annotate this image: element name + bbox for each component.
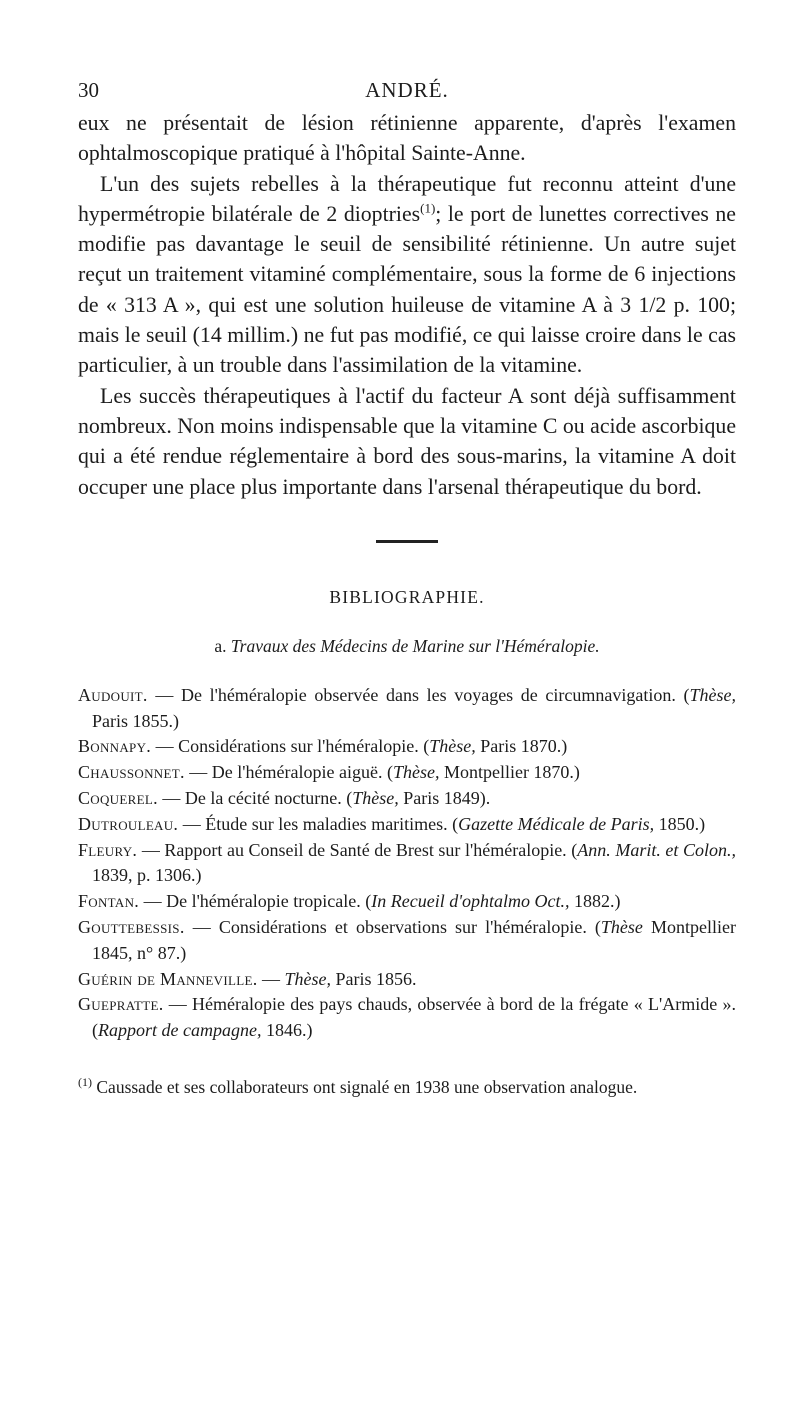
- entry-italic: Thèse,: [352, 788, 399, 809]
- paragraph-2-part-2: ; le port de lunettes correctives ne modifie pas davantage le seuil de sensibilité rétinienne. Un autre sujet reçut un traitement vitaminé complémentaire, sous la forme de 6 injections de « 313 A », qui est une solution huileuse de vitamine A à 3 1/2 p. 100; mais le seuil (14 millim.) ne fut pas modifié, ce qui laisse croire dans le cas particulier, à un trouble dans l'assimilation de la vitamine.: [78, 201, 736, 378]
- running-head-author: ANDRÉ.: [365, 78, 449, 102]
- footnote-text: Caussade et ses collaborateurs ont signalé en 1938 une observation analogue.: [92, 1077, 638, 1098]
- entry-text: — Rapport au Conseil de Santé de Brest sur l'héméralopie. (: [137, 839, 578, 860]
- entry-italic: In Recueil d'ophtalmo Oct.,: [371, 891, 570, 912]
- bibliography-subtitle-prefix: a.: [214, 635, 227, 656]
- entry-italic: Thèse,: [689, 684, 736, 705]
- bibliography-entry: [78, 889, 736, 915]
- entry-text-end: Paris 1870.): [475, 736, 568, 757]
- entry-author: Coquerel.: [78, 788, 158, 809]
- entry-text: —: [257, 968, 285, 989]
- paragraph-2-part-1: L'un des sujets rebelles à la thérapeutique fut reconnu atteint d'une hypermétropie bilatérale de 2 dioptries: [78, 171, 736, 226]
- entry-text-end: Montpellier 1870.): [439, 762, 580, 783]
- paragraph-3: [78, 381, 736, 502]
- entry-author: Guepratte.: [78, 994, 164, 1015]
- entry-text-end: 1850.): [654, 813, 706, 834]
- entry-author: Fontan.: [78, 891, 140, 912]
- bibliography-subtitle-text: Travaux des Médecins de Marine sur l'Héméralopie.: [230, 635, 600, 656]
- bibliography-entry: [78, 786, 736, 812]
- entry-author: Audouit.: [78, 684, 148, 705]
- entry-italic: Gazette Médicale de Paris,: [458, 813, 655, 834]
- entry-text-end: Montpellier 1845, n° 87.): [92, 917, 736, 963]
- entry-text-end: Paris 1849).: [398, 788, 491, 809]
- paragraph-3-text: Les succès thérapeutiques à l'actif du facteur A sont déjà suffisamment nombreux. Non moins indispensable que la vitamine C ou acide ascorbique qui a été rendue réglementaire à bord des sous-marins, la vitamine A doit occuper une place plus importante dans l'arsenal thérapeutique du bord.: [78, 383, 736, 499]
- entry-text-end: 1846.): [261, 1020, 313, 1041]
- entry-text: — Considérations et observations sur l'héméralopie. (: [184, 917, 601, 938]
- bibliography-entry: [78, 915, 736, 967]
- entry-author: Dutrouleau.: [78, 813, 179, 834]
- entry-text-end: Paris 1856.: [331, 968, 417, 989]
- entry-text: — De la cécité nocturne. (: [157, 788, 353, 809]
- entry-text-end: Paris 1855.): [92, 710, 179, 731]
- entry-text: — De l'héméralopie observée dans les voyages de circumnavigation. (: [147, 684, 690, 705]
- bibliography-entry: [78, 760, 736, 786]
- entry-author: Guérin de Manneville.: [78, 968, 258, 989]
- entry-italic: Rapport de campagne,: [98, 1020, 262, 1041]
- entry-italic: Thèse: [600, 917, 643, 938]
- footnote: [78, 1074, 736, 1100]
- entry-text: — De l'héméralopie tropicale. (: [139, 891, 372, 912]
- paragraph-2: [78, 169, 736, 381]
- footnote-reference: (1): [420, 200, 436, 216]
- entry-author: Chaussonnet.: [78, 762, 185, 783]
- entry-text-end: 1839, p. 1306.): [92, 865, 202, 886]
- book-page: [78, 78, 736, 1100]
- running-head: [78, 78, 736, 108]
- bibliography-entry: [78, 683, 736, 735]
- footnote-marker: (1): [78, 1075, 92, 1090]
- page-number: 30: [78, 78, 99, 102]
- bibliography-title: BIBLIOGRAPHIE.: [329, 586, 485, 607]
- entry-text-end: 1882.): [569, 891, 621, 912]
- bibliography-entry: [78, 967, 736, 993]
- entry-text: — Considérations sur l'héméralopie. (: [151, 736, 430, 757]
- entry-text: — Étude sur les maladies maritimes. (: [178, 813, 459, 834]
- bibliography-entry: [78, 838, 736, 890]
- bibliography-subtitle: [78, 636, 736, 657]
- bibliography-entry: [78, 734, 736, 760]
- bibliography-entry: [78, 812, 736, 838]
- paragraph-1: eux ne présentait de lésion rétinienne apparente, d'après l'examen ophtalmoscopique pratiqué à l'hôpital Sainte-Anne.: [78, 111, 736, 166]
- section-divider: [376, 540, 438, 543]
- entry-text: — Héméralopie des pays chauds, observée à bord de la frégate « L'Armide ». (: [92, 994, 736, 1041]
- bibliography-entry: [78, 992, 736, 1044]
- entry-text: — De l'héméralopie aiguë. (: [184, 762, 393, 783]
- entry-author: Fleury.: [78, 839, 138, 860]
- bibliography-list: [78, 683, 736, 1044]
- entry-italic: Thèse,: [284, 968, 331, 989]
- entry-author: Gouttebessis.: [78, 917, 185, 938]
- entry-italic: Thèse,: [392, 762, 440, 783]
- main-text: [78, 108, 736, 502]
- entry-italic: Ann. Marit. et Colon.,: [577, 839, 736, 860]
- entry-italic: Thèse,: [429, 736, 476, 757]
- entry-author: Bonnapy.: [78, 736, 152, 757]
